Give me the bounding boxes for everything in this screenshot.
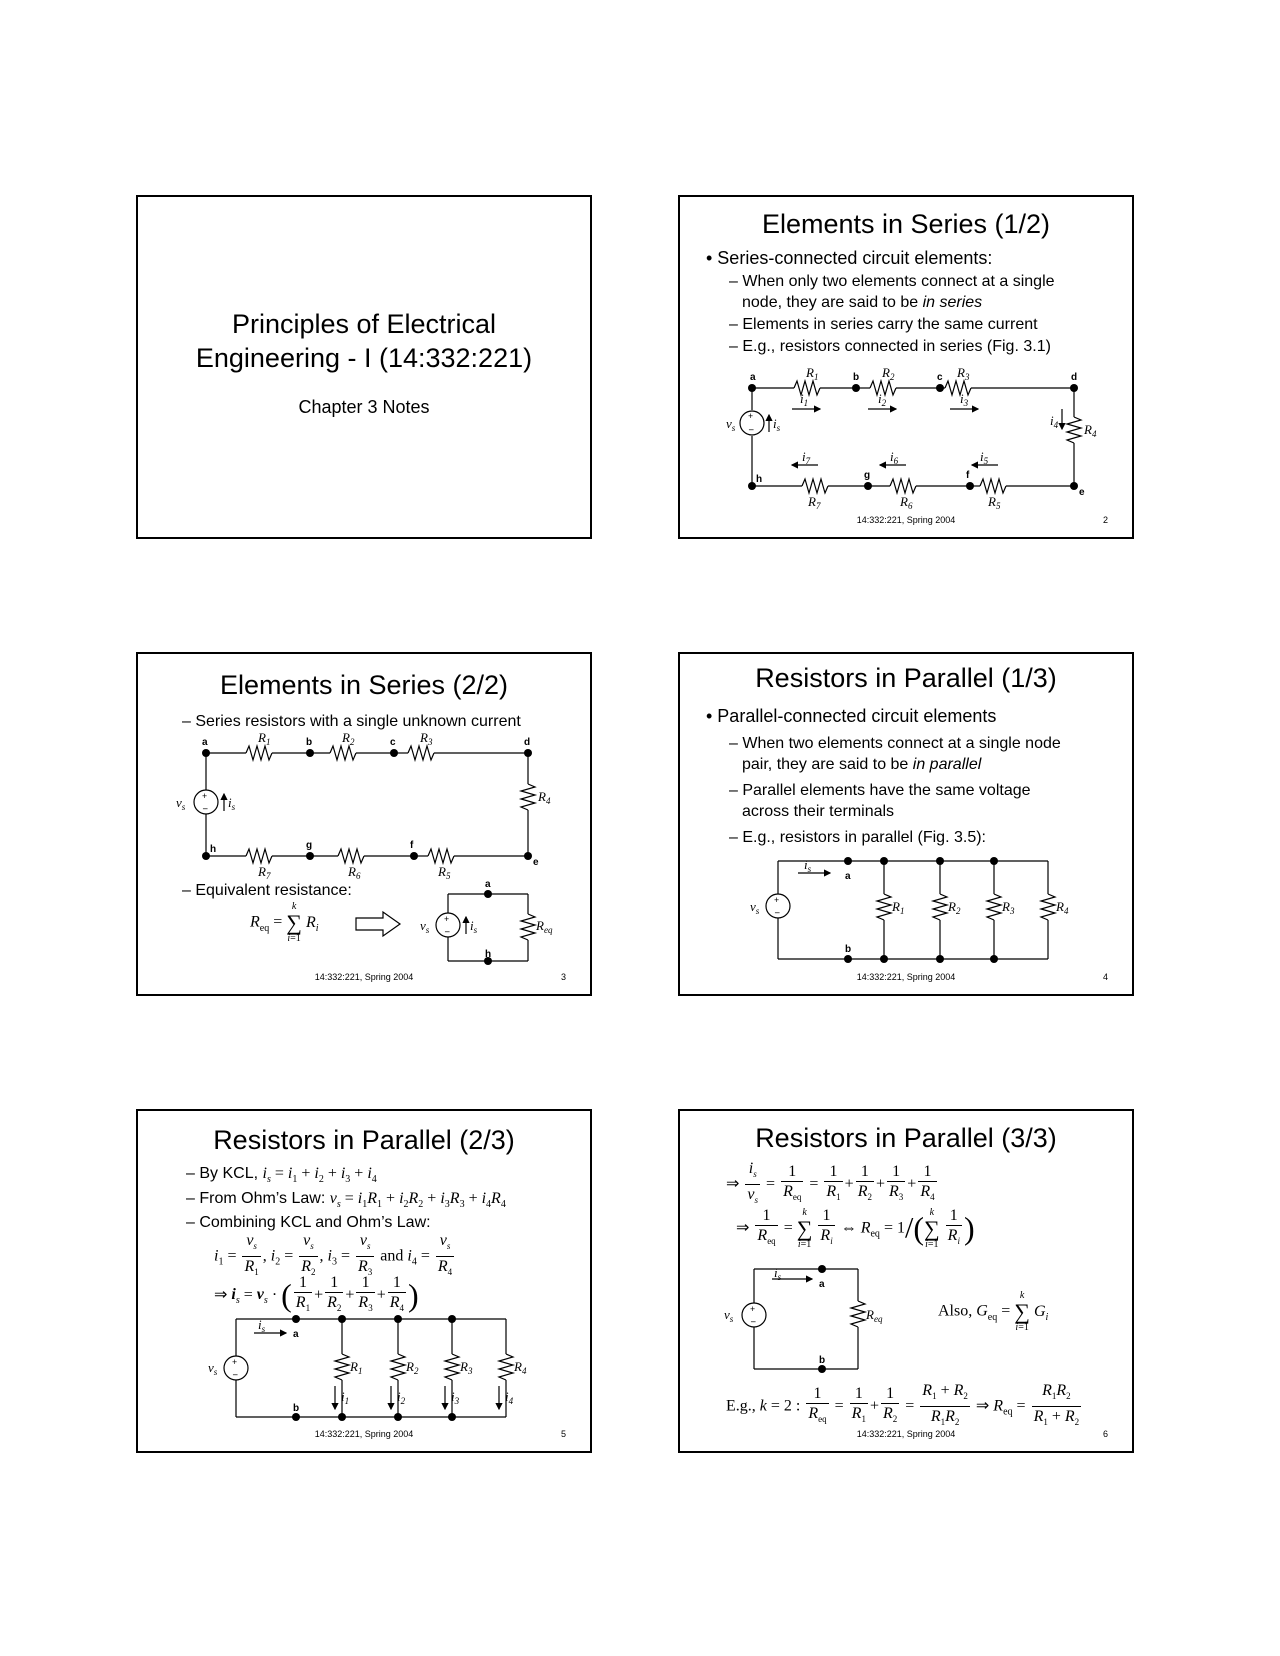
slide-2 <box>678 195 1134 539</box>
svg-text:i7: $i_7$ <box>802 449 811 466</box>
svg-text:i1: $i_1$ <box>800 391 809 408</box>
slide-footer: 14:332:221, Spring 2004 <box>314 1429 414 1439</box>
svg-text:is: $i_s$ <box>804 857 812 874</box>
svg-text:R7: $R_7$ <box>258 864 271 881</box>
svg-text:R6: $R_6$ <box>900 494 913 511</box>
node-label-a: a <box>750 372 756 383</box>
node-label-h: h <box>210 844 217 855</box>
sub-bullet-1: – Series resistors with a single unknown current <box>182 713 521 730</box>
svg-text:i2: $i_2$ <box>397 1389 406 1406</box>
sub-bullet-2a: – Parallel elements have the same voltage <box>729 782 1031 799</box>
sub-bullet-1a: – When two elements connect at a single node <box>729 735 1061 752</box>
svg-text:i4: $i_4$ <box>505 1389 514 1406</box>
sub-bullet-3: – E.g., resistors connected in series (Fig. 3.1) <box>729 338 1051 355</box>
combining-label: – Combining KCL and Ohm’s Law: <box>186 1214 431 1231</box>
svg-text:Req: $R_{eq}$ <box>866 1307 883 1324</box>
sub-bullet-2b: across their terminals <box>742 803 895 820</box>
svg-text:+: + <box>232 1357 238 1367</box>
series-circuit-diagram <box>680 197 1134 539</box>
svg-text:R6: $R_6$ <box>348 864 361 881</box>
svg-text:–: – <box>203 803 208 813</box>
slide-title: Resistors in Parallel (2/3) <box>213 1125 515 1155</box>
sub-bullet-1b-emphasis: in series <box>922 294 983 311</box>
node-label-a: a <box>202 737 208 748</box>
svg-text:R5: $R_5$ <box>988 494 1001 511</box>
sub-bullet-1b-emphasis: in parallel <box>912 756 982 773</box>
sub-bullet-1b-text: pair, they are said to be <box>742 756 909 773</box>
resistor-r7 <box>802 479 828 493</box>
cover-title-line-2: Engineering - I (14:332:221) <box>195 343 533 373</box>
svg-text:+: + <box>774 895 780 905</box>
branch-current-equations: $i_1$ = $\frac{v_s}{R_1}$ , $i_2$ = $\frac{v_s}{R_2}$ , $i_3$ = $\frac{v_s}{R_3}$ and $i_4$ = $\frac{v_s}{R_4}$ <box>214 1232 453 1278</box>
slide-title: Resistors in Parallel (3/3) <box>755 1123 1057 1153</box>
equation-req-sum: $R_{eq} = k$ ∑ i=1 $R_i$ <box>250 901 319 944</box>
node-label-b: b <box>306 737 313 748</box>
cover-title <box>138 307 590 375</box>
sum-equation: ⇒ $\frac{1}{R_{eq}}$ = k ∑ i=1 $\frac{1}{R_i}$ ⇔ $R_{eq} = 1/$( k ∑ i=1 $\frac{1}{R_i}$ ) <box>736 1206 975 1250</box>
node-label-b: b <box>845 944 852 955</box>
node-label-b: b <box>819 1355 826 1366</box>
sub-bullet-2: – Elements in series carry the same current <box>729 316 1038 333</box>
node-label-c: c <box>937 372 943 383</box>
slide-3 <box>136 652 592 996</box>
node-label-d: d <box>1071 372 1078 383</box>
svg-text:R3: $R_3$ <box>1002 899 1015 916</box>
kcl-equation: $i_s = i_1 + i_2 + i_3 + i_4$ <box>262 1165 377 1186</box>
resistor-r5 <box>980 479 1006 493</box>
svg-text:vs: $v_s$ <box>724 1307 734 1324</box>
svg-text:i4: $i_4$ <box>1050 413 1059 430</box>
svg-text:vs: $v_s$ <box>420 918 430 935</box>
svg-text:is: $i_s$ <box>258 1317 266 1334</box>
slide-footer: 14:332:221, Spring 2004 <box>314 972 414 982</box>
eg-word: E.g., <box>726 1397 756 1415</box>
slide-6 <box>678 1109 1134 1453</box>
node-label-a-eq: a <box>485 879 491 890</box>
node-label-a: a <box>293 1329 299 1340</box>
cover-subtitle: Chapter 3 Notes <box>298 397 430 417</box>
node-label-f: f <box>966 470 970 481</box>
node-label-e: e <box>533 857 539 868</box>
svg-text:R1: $R_1$ <box>892 899 905 916</box>
svg-text:i6: $i_6$ <box>890 449 899 466</box>
cover-title-line-1: Principles of Electrical <box>231 309 497 339</box>
slide-title: Resistors in Parallel (1/3) <box>755 663 1057 693</box>
node-label-h-eq: h <box>485 949 492 960</box>
svg-text:R2: $R_2$ <box>406 1359 419 1376</box>
reciprocal-equation: ⇒ $\frac{i_s}{v_s}$ = $\frac{1}{R_{eq}}$ = $\frac{1}{R_1}$ + $\frac{1}{R_2}$ + $\frac{1}{R_3}$ + $\frac{1}{R_4}$ <box>726 1160 935 1206</box>
svg-text:R7: $R_7$ <box>808 494 821 511</box>
svg-text:R3: $R_3$ <box>460 1359 473 1376</box>
svg-text:vs: $v_s$ <box>726 416 736 433</box>
svg-text:R2: $R_2$ <box>342 730 355 747</box>
also-word: Also, <box>938 1302 973 1320</box>
node-label-e: e <box>1079 487 1085 498</box>
node-label-c: c <box>390 737 396 748</box>
svg-text:+: + <box>202 791 208 801</box>
sub-bullet-2: – Equivalent resistance: <box>182 882 352 899</box>
parallel-circuit-with-currents <box>138 1111 592 1453</box>
bullet-text: • Series-connected circuit elements: <box>706 248 993 268</box>
slide-title: Elements in Series (2/2) <box>219 670 509 700</box>
svg-text:is: $i_s$ <box>774 1265 782 1282</box>
resistor-r1 <box>794 381 820 395</box>
page-number: 5 <box>560 1429 566 1439</box>
svg-text:R1: $R_1$ <box>806 365 819 382</box>
svg-text:–: – <box>445 926 450 936</box>
page-number: 4 <box>1102 972 1108 982</box>
node-label-f: f <box>410 840 414 851</box>
svg-text:R4: $R_4$ <box>1056 899 1069 916</box>
svg-text:+: + <box>748 411 754 421</box>
svg-text:R5: $R_5$ <box>438 864 451 881</box>
slide-footer: 14:332:221, Spring 2004 <box>856 972 956 982</box>
svg-text:R4: $R_4$ <box>538 789 551 806</box>
svg-text:+: + <box>444 914 450 924</box>
node-label-a: a <box>845 871 851 882</box>
page-number: 6 <box>1102 1429 1108 1439</box>
svg-text:–: – <box>751 1316 756 1326</box>
two-resistor-example: E.g., k = 2 : $\frac{1}{R_{eq}}$ = $\frac{1}{R_1}$ + $\frac{1}{R_2}$ = $\frac{R_1 + R_2}{R_1R_2}$ ⇒ $R_{eq}$ = $\frac{R_1R_2}{R_1 + R_2}$ <box>726 1382 1080 1428</box>
svg-text:R3: $R_3$ <box>420 730 433 747</box>
ohm-equation: $v_s = i_1R_1 + i_2R_2 + i_3R_3 + i_4R_4$ <box>329 1190 506 1211</box>
sub-bullet-3: – E.g., resistors in parallel (Fig. 3.5): <box>729 829 986 846</box>
svg-text:Req: $R_{eq}$ <box>536 918 553 935</box>
svg-text:–: – <box>749 424 754 434</box>
svg-text:R1: $R_1$ <box>258 730 271 747</box>
node-label-g: g <box>306 840 313 851</box>
resistor-r4 <box>1067 417 1081 443</box>
parallel-circuit-diagram <box>680 654 1134 996</box>
svg-text:R4: $R_4$ <box>1084 422 1097 439</box>
svg-text:–: – <box>775 907 780 917</box>
kcl-label: – By KCL, <box>186 1165 259 1182</box>
svg-text:R3: $R_3$ <box>957 365 970 382</box>
node-label-b: b <box>293 1403 300 1414</box>
bullet-text: • Parallel-connected circuit elements <box>706 706 997 726</box>
slide-5 <box>136 1109 592 1453</box>
resistor-r3 <box>945 381 971 395</box>
series-circuit-diagram-2 <box>138 654 592 996</box>
svg-text:i3: $i_3$ <box>960 391 969 408</box>
svg-text:is: $i_s$ <box>470 918 478 935</box>
slide-footer: 14:332:221, Spring 2004 <box>856 515 956 525</box>
resistor-r6 <box>890 479 916 493</box>
svg-text:R1: $R_1$ <box>350 1359 363 1376</box>
svg-text:–: – <box>233 1369 238 1379</box>
svg-text:i1: $i_1$ <box>341 1389 350 1406</box>
svg-text:i5: $i_5$ <box>980 449 989 466</box>
sub-bullet-1a: – When only two elements connect at a single <box>729 273 1055 290</box>
svg-text:R2: $R_2$ <box>948 899 961 916</box>
page-number: 2 <box>1102 515 1108 525</box>
svg-text:R2: $R_2$ <box>882 365 895 382</box>
svg-text:vs: $v_s$ <box>176 795 186 812</box>
and-word: and <box>380 1247 404 1265</box>
svg-text:i2: $i_2$ <box>878 391 887 408</box>
conductance-equation: Also, $G_{eq} = k$ ∑ i=1 $G_i$ <box>938 1290 1049 1333</box>
combined-equation: ⇒ $i_s = v_s$ · ( $\frac{1}{R_1}$ + $\frac{1}{R_2}$ + $\frac{1}{R_3}$ + $\frac{1}{R_4}$ ) <box>214 1274 419 1314</box>
resistor-r2 <box>870 381 896 395</box>
slide-footer: 14:332:221, Spring 2004 <box>856 1429 956 1439</box>
slide-title: Elements in Series (1/2) <box>761 209 1051 239</box>
svg-text:i3: $i_3$ <box>451 1389 460 1406</box>
node-label-b: b <box>853 372 860 383</box>
node-label-d: d <box>524 737 531 748</box>
node-label-a: a <box>819 1279 825 1290</box>
slide-1 <box>136 195 592 539</box>
node-label-h: h <box>756 474 763 485</box>
svg-text:vs: $v_s$ <box>208 1360 218 1377</box>
slide-4 <box>678 652 1134 996</box>
svg-text:is: $i_s$ <box>228 795 236 812</box>
node-label-g: g <box>864 470 871 481</box>
sub-bullet-1b-text: node, they are said to be <box>742 294 919 311</box>
svg-text:+: + <box>750 1304 756 1314</box>
svg-text:vs: $v_s$ <box>750 899 760 916</box>
svg-text:is: $i_s$ <box>773 416 781 433</box>
page-number: 3 <box>560 972 566 982</box>
svg-text:R4: $R_4$ <box>514 1359 527 1376</box>
ohm-label: – From Ohm’s Law: <box>186 1190 326 1207</box>
